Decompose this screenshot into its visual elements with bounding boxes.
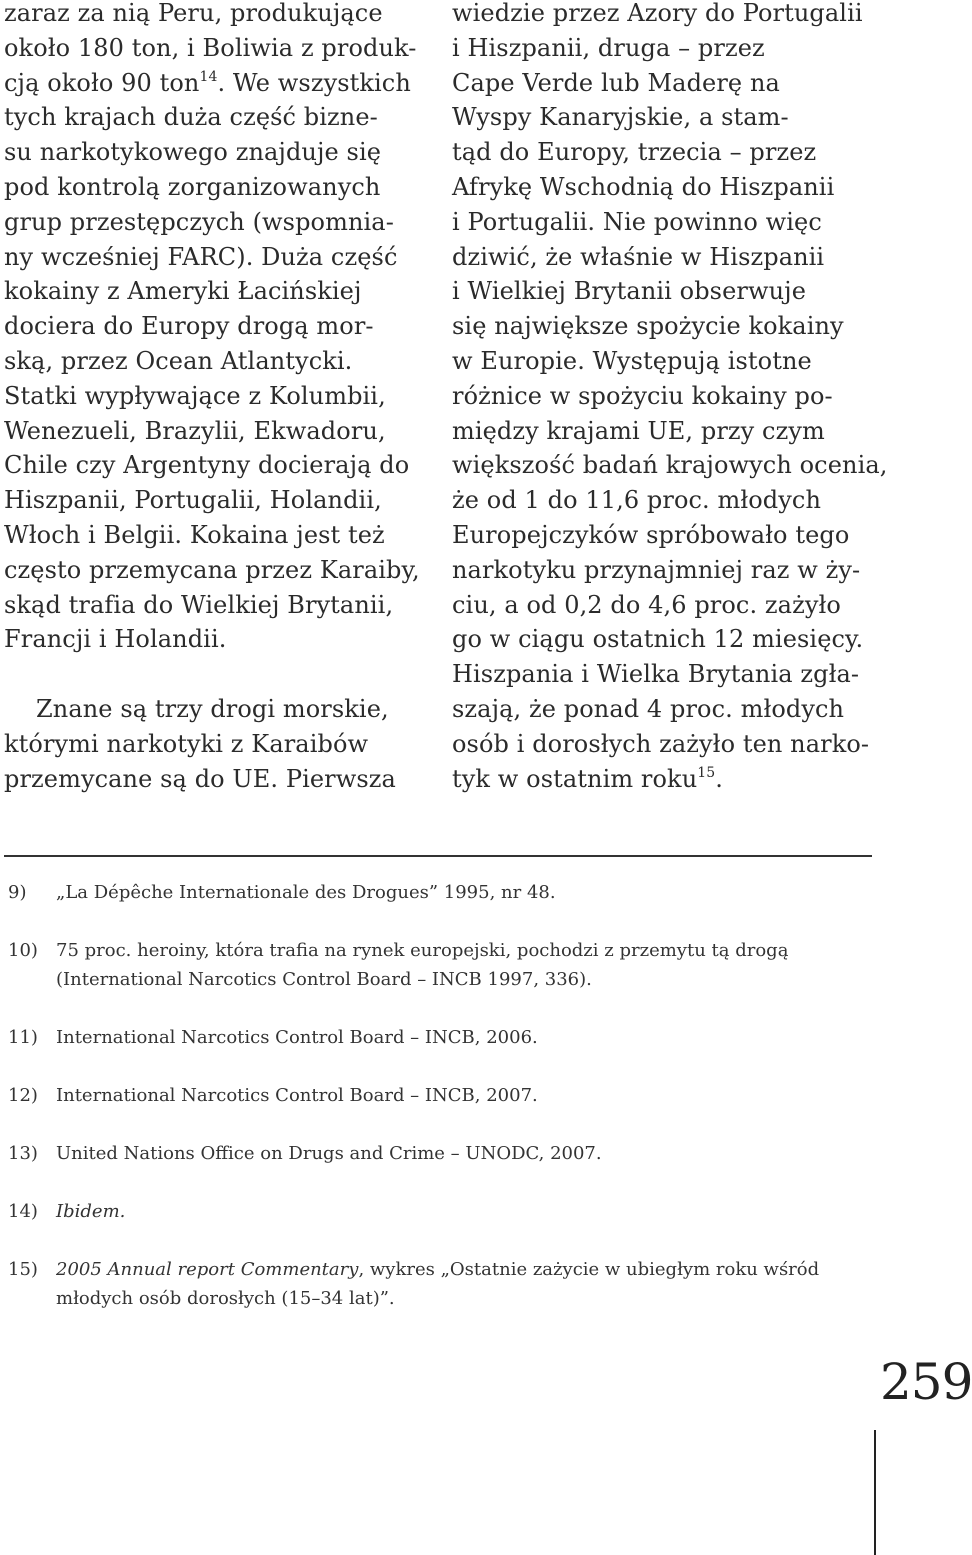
footnote-text: International Narcotics Control Board – INCB, 2006. [56,1027,538,1048]
text-line: i Hiszpanii, druga – przez [452,33,765,62]
text-line: Znane są trzy drogi morskie, [36,694,389,723]
footnote-9 [8,878,888,907]
text-line: którymi narkotyki z Karaibów [4,729,369,758]
footnote-text: International Narcotics Control Board – INCB, 2007. [56,1085,538,1106]
text-line: pod kontrolą zorganizowanych [4,172,381,201]
text-line: ską, przez Ocean Atlantycki. [4,346,353,375]
text-line: dociera do Europy drogą mor- [4,312,374,341]
text-line: około 180 ton, i Boliwia z produk- [4,33,417,62]
text-line: ciu, a od 0,2 do 4,6 proc. zażyło [452,590,841,619]
text-line: się największe spożycie kokainy [452,312,844,341]
footnote-text: (International Narcotics Control Board – INCB 1997, 336). [56,969,592,990]
text-line: w Europie. Występują istotne [452,346,812,375]
text-line: tąd do Europy, trzecia – przez [452,138,817,167]
footnote-text: 75 proc. heroiny, która trafia na rynek europejski, pochodzi z przemytu tą drogą [56,940,789,961]
text-fragment: tyk w ostatnim roku [452,764,698,793]
footnote-text [56,1197,888,1226]
text-line: skąd trafia do Wielkiej Brytanii, [4,590,394,619]
text-line: Wenezueli, Brazylii, Ekwadoru, [4,416,386,445]
text-fragment: cją około 90 ton [4,68,200,97]
text-line: Hiszpanii, Portugalii, Holandii, [4,486,382,515]
footnote-number: 12) [8,1085,38,1106]
text-line [4,66,429,101]
footnote-number: 13) [8,1143,38,1164]
footnote-number: 10) [8,940,38,961]
footnote-number: 11) [8,1027,38,1048]
footnote-13 [8,1139,888,1168]
paragraph-gap [4,657,429,692]
text-line: i Portugalii. Nie powinno więc [452,207,822,236]
text-line: przemycane są do UE. Pierwsza [4,764,396,793]
text-line: Wyspy Kanaryjskie, a stam- [452,103,789,132]
text-line: Hiszpania i Wielka Brytania zgła- [452,660,860,689]
footnote-11 [8,1023,888,1052]
footnotes [8,878,888,1342]
text-line: często przemycana przez Karaiby, [4,555,420,584]
text-line: ny wcześniej FARC). Duża część [4,242,398,271]
footnote-ref-15[interactable]: 15 [697,764,716,781]
text-line: su narkotykowego znajduje się [4,138,382,167]
text-line: większość badań krajowych ocenia, [452,451,888,480]
text-line: tych krajach duża część bizne- [4,103,378,132]
page-margin-line [874,1430,876,1555]
footnote-10 [8,936,888,994]
text-line: zaraz za nią Peru, produkujące [4,0,383,27]
text-line: i Wielkiej Brytanii obserwuje [452,277,807,306]
left-text-column [4,0,429,796]
footnote-14 [8,1197,888,1226]
text-line: osób i dorosłych zażyło ten narko- [452,729,870,758]
text-line: kokainy z Ameryki Łacińskiej [4,277,362,306]
text-line: grup przestępczych (wspomnia- [4,207,394,236]
footnote-12 [8,1081,888,1110]
text-line: Europejczyków spróbowało tego [452,520,850,549]
footnote-15 [8,1255,888,1313]
text-line: że od 1 do 11,6 proc. młodych [452,486,822,515]
footnote-italic: 2005 Annual report Commentary [56,1259,359,1280]
text-line: Cape Verde lub Maderę na [452,68,780,97]
footnote-text: młodych osób dorosłych (15–34 lat)”. [56,1288,395,1309]
text-fragment: . We wszystkich [217,68,411,97]
footnote-text: „La Dépêche Internationale des Drogues” 1995, nr 48. [56,882,556,903]
page-number: 259 [880,1353,972,1411]
footnote-italic: Ibidem. [56,1201,126,1222]
footnote-number: 14) [8,1201,38,1222]
text-line: Chile czy Argentyny docierają do [4,451,410,480]
footnote-separator [4,855,872,857]
right-text-column [452,0,888,796]
text-line: narkotyku przynajmniej raz w ży- [452,555,861,584]
text-line: Włoch i Belgii. Kokaina jest też [4,520,385,549]
text-line: go w ciągu ostatnich 12 miesięcy. [452,625,864,654]
text-line: Francji i Holandii. [4,625,227,654]
text-line [452,762,882,797]
text-fragment: . [715,764,724,793]
text-line: wiedzie przez Azory do Portugalii [452,0,863,27]
footnote-text [56,1255,888,1284]
footnote-number: 9) [8,882,27,903]
text-line: Statki wypływające z Kolumbii, [4,381,386,410]
footnote-ref-14[interactable]: 14 [199,68,218,85]
text-line: różnice w spożyciu kokainy po- [452,381,833,410]
text-line: Afrykę Wschodnią do Hiszpanii [452,172,835,201]
footnote-number: 15) [8,1259,38,1280]
text-line: dziwić, że właśnie w Hiszpanii [452,242,825,271]
text-line: szają, że ponad 4 proc. młodych [452,694,845,723]
footnote-text: United Nations Office on Drugs and Crime – UNODC, 2007. [56,1143,602,1164]
text-line: między krajami UE, przy czym [452,416,825,445]
text-fragment: , wykres „Ostatnie zażycie w ubiegłym roku wśród [358,1259,820,1280]
